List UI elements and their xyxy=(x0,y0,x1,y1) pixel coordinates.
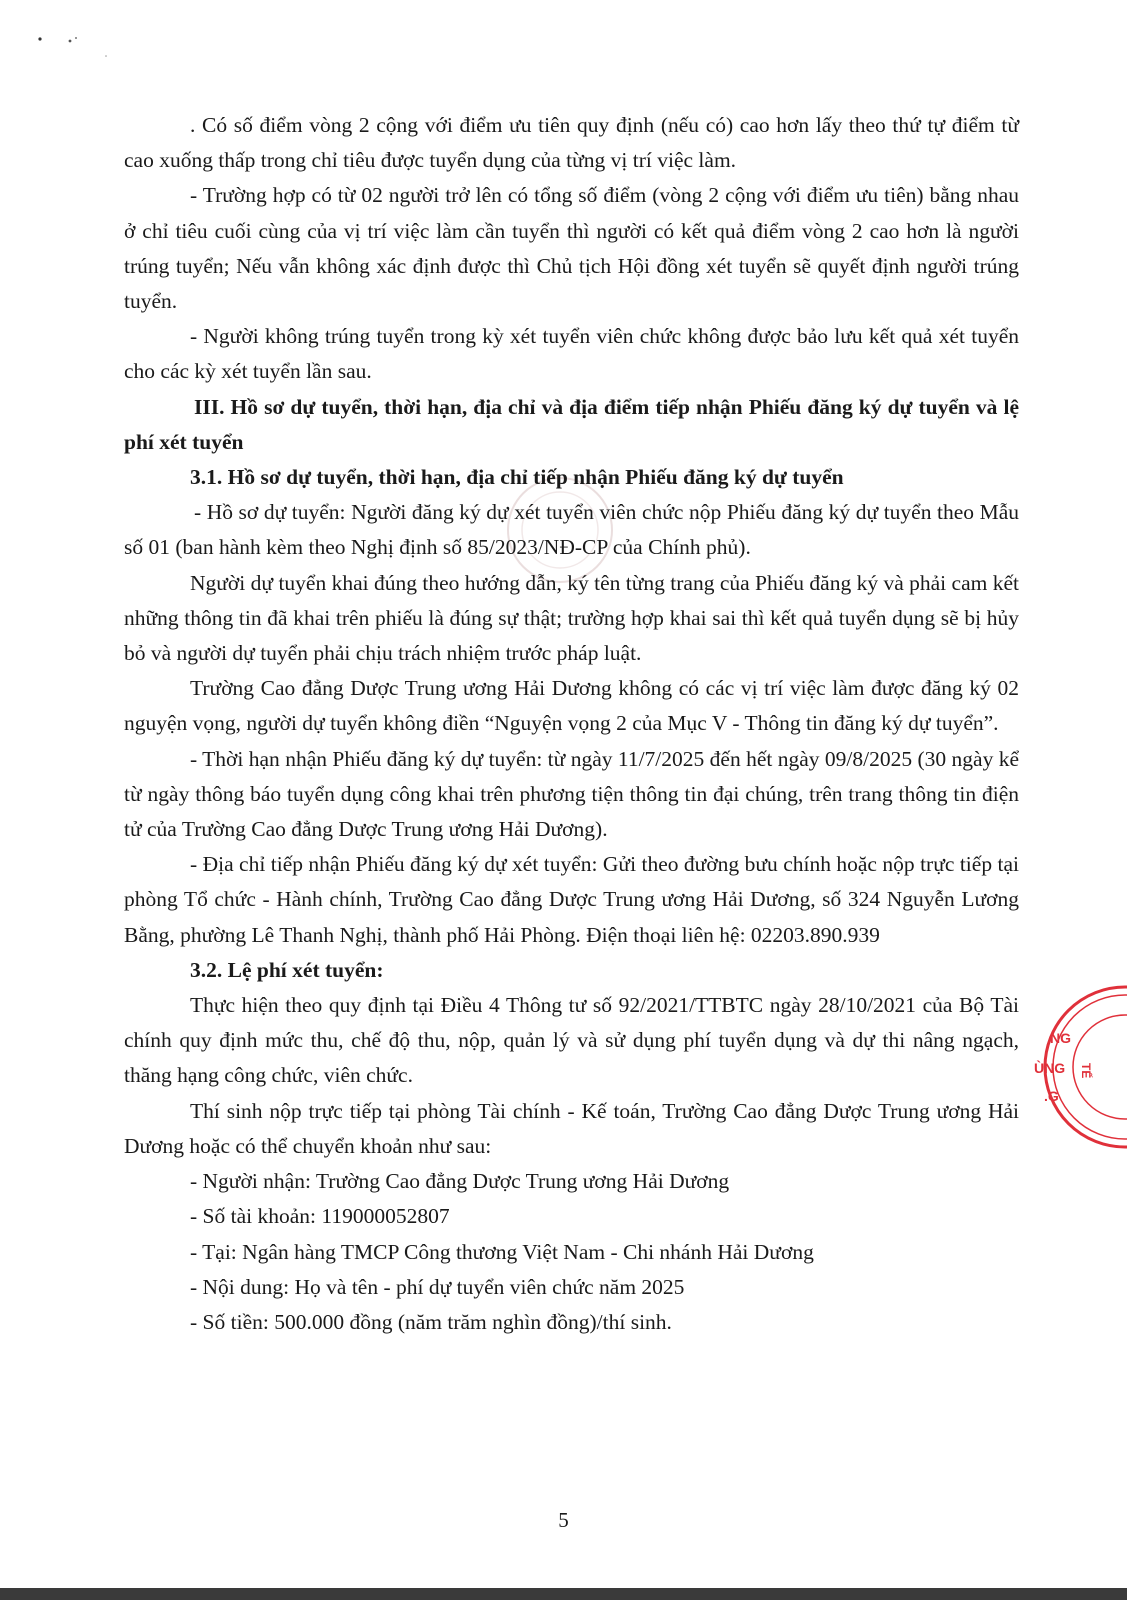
red-seal-stamp xyxy=(1020,985,1127,1150)
paragraph-application-dossier: - Hồ sơ dự tuyển: Người đăng ký dự xét tuyển viên chức nộp Phiếu đăng ký dự tuyển theo Mẫu số 01 (ban hành kèm theo Nghị định số 85/2023/NĐ-CP của Chính phủ). xyxy=(124,500,1019,560)
document-body xyxy=(124,108,1019,1340)
payment-details-list xyxy=(124,1164,1019,1340)
payment-amount: - Số tiền: 500.000 đồng (năm trăm nghìn đồng)/thí sinh. xyxy=(190,1309,672,1334)
scan-bottom-edge xyxy=(0,1588,1127,1600)
paragraph-declaration: Người dự tuyển khai đúng theo hướng dẫn, ký tên từng trang của Phiếu đăng ký và phải cam kết những thông tin đã khai trên phiếu là đúng sự thật; trường hợp khai sai thì kết quả tuyển dụng sẽ bị hủy bỏ và người dự tuyển phải chịu trách nhiệm trước pháp luật. xyxy=(124,570,1019,666)
seal-text-ng: NG xyxy=(1050,1030,1071,1046)
page-number: 5 xyxy=(558,1508,569,1532)
paragraph-payment-method: Thí sinh nộp trực tiếp tại phòng Tài chính - Kế toán, Trường Cao đẳng Dược Trung ương Hải Dương hoặc có thể chuyển khoản như sau: xyxy=(124,1098,1019,1158)
section-3-1-heading: 3.1. Hồ sơ dự tuyển, thời hạn, địa chỉ tiếp nhận Phiếu đăng ký dự tuyển xyxy=(190,465,844,490)
payment-bank: - Tại: Ngân hàng TMCP Công thương Việt Nam - Chi nhánh Hải Dương xyxy=(190,1239,814,1264)
section-3-heading: III. Hồ sơ dự tuyển, thời hạn, địa chỉ và địa điểm tiếp nhận Phiếu đăng ký dự tuyển và lệ phí xét tuyển xyxy=(124,394,1019,454)
seal-text-te: TẾ xyxy=(1079,1063,1093,1079)
paragraph-deadline: - Thời hạn nhận Phiếu đăng ký dự tuyển: từ ngày 11/7/2025 đến hết ngày 09/8/2025 (30 ngày kể từ ngày thông báo tuyển dụng công khai trên phương tiện thông tin đại chúng, trên trang thông tin điện tử của Trường Cao đẳng Dược Trung ương Hải Dương). xyxy=(124,746,1019,842)
paragraph-ranking-rule: . Có số điểm vòng 2 cộng với điểm ưu tiên quy định (nếu có) cao hơn lấy theo thứ tự điểm từ cao xuống thấp trong chỉ tiêu được tuyển dụng của từng vị trí việc làm. xyxy=(124,113,1019,173)
paragraph-address: - Địa chỉ tiếp nhận Phiếu đăng ký dự xét tuyển: Gửi theo đường bưu chính hoặc nộp trực tiếp tại phòng Tổ chức - Hành chính, Trường Cao đẳng Dược Trung ương Hải Dương, số 324 Nguyễn Lương Bằng, phường Lê Thanh Nghị, thành phố Hải Phòng. Điện thoại liên hệ: 02203.890.939 xyxy=(124,852,1019,947)
seal-text-g: .G xyxy=(1044,1088,1059,1104)
paragraph-no-reservation: - Người không trúng tuyển trong kỳ xét tuyển viên chức không được bảo lưu kết quả xét tuyển cho các kỳ xét tuyển lần sau. xyxy=(124,324,1019,384)
seal-text-ung: ÙNG xyxy=(1034,1060,1066,1076)
section-3-2-heading: 3.2. Lệ phí xét tuyển: xyxy=(190,957,384,982)
payment-content: - Nội dung: Họ và tên - phí dự tuyển viên chức năm 2025 xyxy=(190,1274,685,1299)
scan-artifact-dots xyxy=(36,36,126,66)
paragraph-no-second-wish: Trường Cao đẳng Dược Trung ương Hải Dương không có các vị trí việc làm được đăng ký 02 nguyện vọng, người dự tuyển không điền “Nguyện vọng 2 của Mục V - Thông tin đăng ký dự tuyển”. xyxy=(124,676,1019,736)
paragraph-tie-rule: - Trường hợp có từ 02 người trở lên có tổng số điểm (vòng 2 cộng với điểm ưu tiên) bằng nhau ở chỉ tiêu cuối cùng của vị trí việc làm cần tuyển thì người có kết quả điểm vòng 2 cao hơn là người trúng tuyển; Nếu vẫn không xác định được thì Chủ tịch Hội đồng xét tuyển sẽ quyết định người trúng tuyển. xyxy=(124,183,1019,314)
paragraph-fee-regulation: Thực hiện theo quy định tại Điều 4 Thông tư số 92/2021/TTBTC ngày 28/10/2021 của Bộ Tài chính quy định mức thu, chế độ thu, nộp, quản lý và sử dụng phí tuyển dụng và dự thi nâng ngạch, thăng hạng công chức, viên chức. xyxy=(124,993,1019,1088)
payment-recipient: - Người nhận: Trường Cao đẳng Dược Trung ương Hải Dương xyxy=(190,1169,730,1194)
payment-account-number: - Số tài khoản: 119000052807 xyxy=(190,1204,450,1229)
